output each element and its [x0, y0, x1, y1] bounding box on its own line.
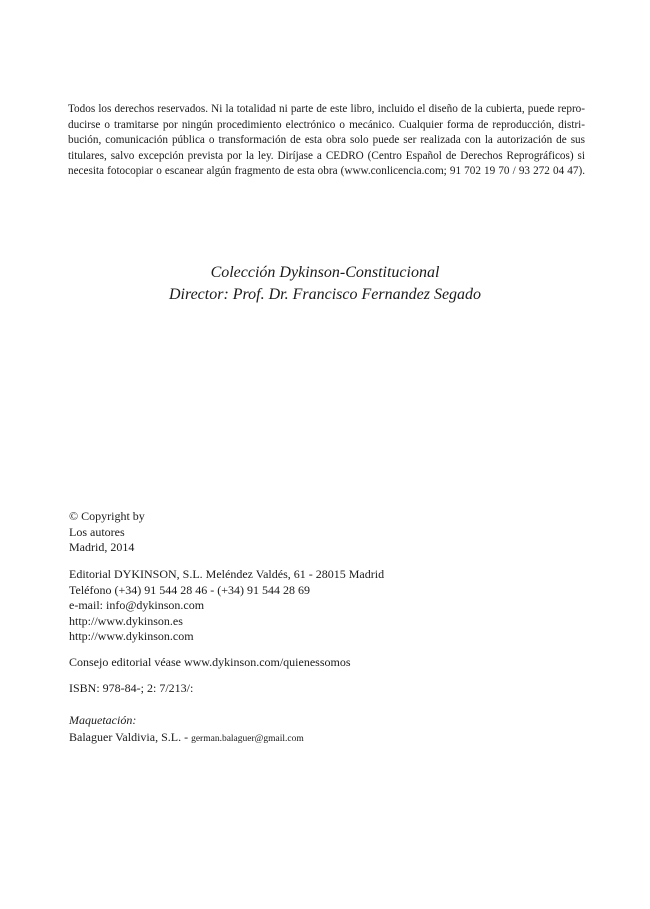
- copyright-place-year-line: Madrid, 2014: [69, 540, 135, 555]
- layout-credit-company-line: [69, 729, 304, 748]
- rights-notice-line: necesita fotocopiar o escanear algún fragmento de esta obra (www.conlicencia.com; 91 702 19 70 / 93 272 04 47).: [68, 165, 585, 178]
- isbn-line: ISBN: 978-84-; 2: 7/213/:: [69, 681, 194, 695]
- publisher-email-line: e-mail: info@dykinson.com: [69, 598, 205, 613]
- copyright-authors-line: Los autores: [69, 524, 125, 539]
- publisher-url-es-line: http://www.dykinson.es: [69, 613, 183, 628]
- copyright-by-line: © Copyright by: [69, 509, 145, 523]
- publisher-phone-line: Teléfono (+34) 91 544 28 46 - (+34) 91 544 28 69: [69, 582, 310, 597]
- layout-credit-company: Balaguer Valdivia, S.L. -: [69, 729, 192, 744]
- layout-credit-email: german.balaguer@gmail.com: [191, 733, 304, 744]
- rights-notice-line: titulares, salvo excepción prevista por la ley. Diríjase a CEDRO (Centro Español de Derechos Reprográficos) si: [68, 149, 585, 162]
- copyright-block: [69, 509, 145, 556]
- rights-notice-line: Todos los derechos reservados. Ni la totalidad ni parte de este libro, incluido el diseño de la cubierta, puede repro-: [68, 103, 585, 115]
- publisher-block: [69, 567, 384, 645]
- rights-notice: [68, 102, 585, 180]
- collection-director: Director: Prof. Dr. Francisco Fernandez Segado: [168, 286, 482, 303]
- layout-credit-label: Maquetación:: [69, 713, 137, 727]
- publisher-address-line: Editorial DYKINSON, S.L. Meléndez Valdés, 61 - 28015 Madrid: [69, 567, 385, 581]
- collection-series-title: Colección Dykinson-Constitucional: [210, 264, 440, 281]
- editorial-board-note: Consejo editorial véase www.dykinson.com/quienessomos: [69, 655, 351, 669]
- collection-block: [0, 262, 650, 306]
- rights-notice-line: bución, comunicación pública o transformación de esta obra solo puede ser realizada con la autorización de sus: [68, 134, 585, 147]
- publisher-url-com-line: http://www.dykinson.com: [69, 629, 194, 644]
- layout-credit-block: [69, 712, 304, 747]
- rights-notice-line: ducirse o tramitarse por ningún procedimiento electrónico o mecánico. Cualquier forma de reproducción, distri-: [68, 118, 585, 131]
